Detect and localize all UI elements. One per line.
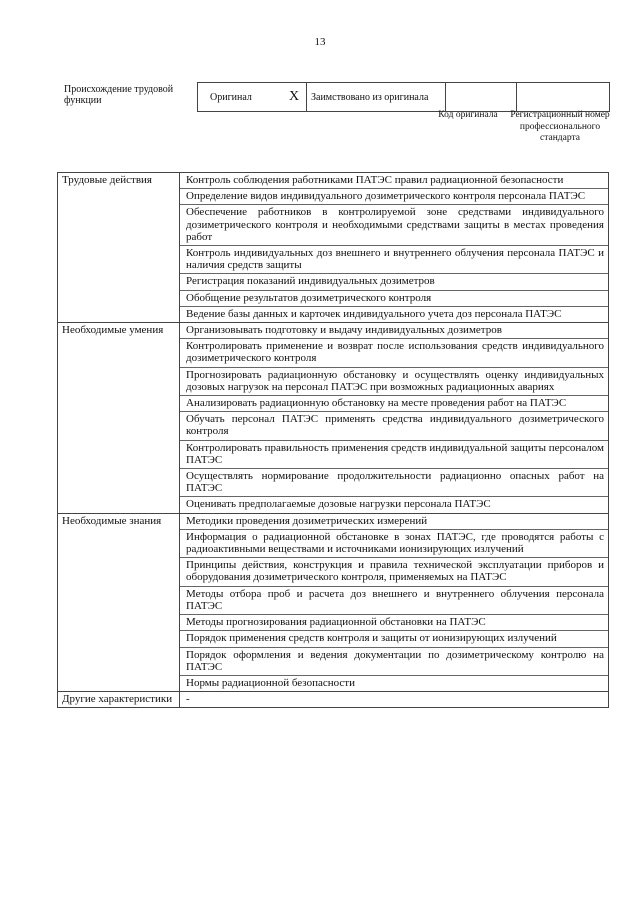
section-item: Обеспечение работников в контролируемой зоне средствами индивидуального дозиметрического контроля и необходимыми средствами защиты в местах проведения работ bbox=[180, 204, 608, 245]
section-items bbox=[180, 173, 609, 323]
section-item: Ведение базы данных и карточек индивидуального учета доз персонала ПАТЭС bbox=[180, 306, 608, 322]
section-items bbox=[180, 692, 609, 708]
section-item: Контроль индивидуальных доз внешнего и внутреннего облучения персонала ПАТЭС и наличия средств защиты bbox=[180, 245, 608, 273]
section-items bbox=[180, 323, 609, 514]
section-row bbox=[58, 323, 609, 514]
section-item: Определение видов индивидуального дозиметрического контроля персонала ПАТЭС bbox=[180, 188, 608, 204]
origin-table bbox=[197, 82, 610, 112]
function-table bbox=[57, 172, 609, 708]
section-item: Осуществлять нормирование продолжительности радиационно опасных работ на ПАТЭС bbox=[180, 468, 608, 496]
section-item: Информация о радиационной обстановке в зонах ПАТЭС, где проводятся работы с радиоактивными веществами и источниками ионизирующих излучений bbox=[180, 529, 608, 557]
section-items bbox=[180, 513, 609, 691]
section-item: Прогнозировать радиационную обстановку и осуществлять оценку индивидуальных дозовых нагрузок на персонал ПАТЭС при возможных радиационных авариях bbox=[180, 367, 608, 395]
section-label: Трудовые действия bbox=[58, 173, 180, 323]
section-label: Необходимые знания bbox=[58, 513, 180, 691]
section-item: Контролировать применение и возврат после использования средств индивидуального дозиметрического контроля bbox=[180, 338, 608, 366]
section-item: Обучать персонал ПАТЭС применять средства индивидуального дозиметрического контроля bbox=[180, 411, 608, 439]
section-item: Контроль соблюдения работниками ПАТЭС правил радиационной безопасности bbox=[186, 174, 564, 186]
section-label: Необходимые умения bbox=[58, 323, 180, 514]
origin-mark: X bbox=[282, 83, 307, 112]
section-item: Оценивать предполагаемые дозовые нагрузки персонала ПАТЭС bbox=[180, 496, 608, 512]
code-caption: Код оригинала bbox=[438, 110, 498, 120]
origin-borrowed-cell: Заимствовано из оригинала bbox=[307, 83, 446, 112]
origin-label: Происхождение трудовой функции bbox=[64, 84, 174, 106]
section-item: Порядок оформления и ведения документации по дозиметрическому контролю на ПАТЭС bbox=[180, 647, 608, 675]
section-item: Организовывать подготовку и выдачу индивидуальных дозиметров bbox=[186, 324, 502, 337]
origin-code-cell bbox=[446, 83, 517, 112]
section-item: Порядок применения средств контроля и защиты от ионизирующих излучений bbox=[180, 630, 608, 646]
section-item: Контролировать правильность применения средств индивидуальной защиты персоналом ПАТЭС bbox=[180, 440, 608, 468]
origin-original-cell: Оригинал bbox=[198, 83, 283, 112]
section-item: Методики проведения дозиметрических измерений bbox=[186, 514, 428, 527]
section-item: Анализировать радиационную обстановку на месте проведения работ на ПАТЭС bbox=[180, 395, 608, 411]
section-row bbox=[58, 513, 609, 691]
section-item: Принципы действия, конструкция и правила технической эксплуатации приборов и оборудования дозиметрического контроля, применяемых на ПАТЭС bbox=[180, 557, 608, 585]
reg-caption: Регистрационный номер профессионального стандарта bbox=[510, 110, 610, 143]
section-item: Методы прогнозирования радиационной обстановки на ПАТЭС bbox=[180, 614, 608, 630]
section-row bbox=[58, 692, 609, 708]
origin-reg-cell bbox=[517, 83, 610, 112]
section-item: Обобщение результатов дозиметрического контроля bbox=[180, 290, 608, 306]
section-item: Регистрация показаний индивидуальных дозиметров bbox=[180, 273, 608, 289]
page-number: 13 bbox=[314, 36, 326, 48]
section-row bbox=[58, 173, 609, 323]
section-label: Другие характеристики bbox=[58, 692, 180, 708]
section-item: - bbox=[186, 693, 190, 706]
section-item: Методы отбора проб и расчета доз внешнего и внутреннего облучения персонала ПАТЭС bbox=[180, 586, 608, 614]
section-item: Нормы радиационной безопасности bbox=[180, 675, 608, 691]
